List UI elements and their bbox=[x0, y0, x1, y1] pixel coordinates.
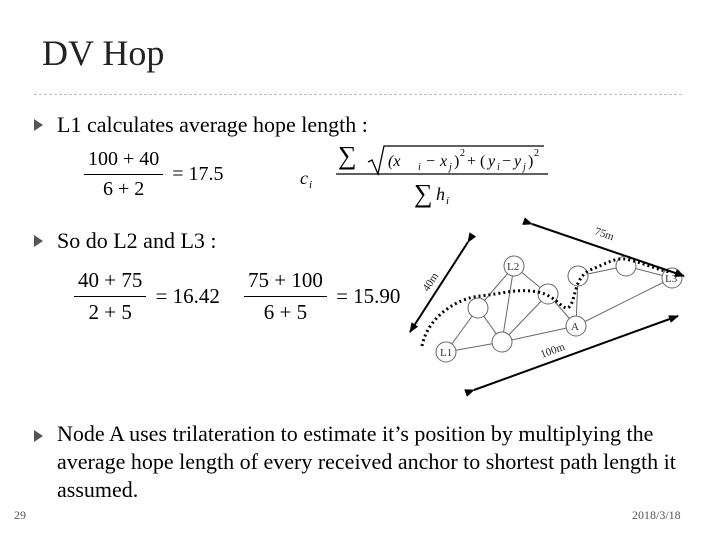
svg-text:i: i bbox=[418, 162, 421, 173]
svg-text:): ) bbox=[454, 153, 460, 170]
ci-sigma-bottom: ∑ bbox=[414, 179, 433, 208]
distance-label-100: 100m bbox=[538, 340, 567, 361]
svg-text:j: j bbox=[449, 162, 452, 173]
distance-arrow-40 bbox=[410, 242, 468, 332]
bullet-arrow-icon bbox=[34, 430, 43, 442]
fraction bbox=[244, 268, 327, 325]
denominator: 6 + 2 bbox=[103, 178, 145, 200]
formula-ci bbox=[296, 140, 556, 212]
ci-sigma-top: ∑ bbox=[338, 141, 357, 170]
distance-label-75: 75m bbox=[593, 225, 616, 244]
dv-hop-network-diagram bbox=[398, 206, 698, 406]
bullet-text: L1 calculates average hope length : bbox=[57, 112, 368, 137]
page-number: 29 bbox=[14, 508, 26, 522]
svg-text:y: y bbox=[488, 153, 496, 170]
bullet-arrow-icon bbox=[34, 235, 43, 247]
svg-text:i: i bbox=[446, 195, 450, 207]
formula-l1 bbox=[84, 148, 224, 201]
ci-lhs: c bbox=[300, 168, 308, 188]
label-l3: L3 bbox=[665, 273, 678, 285]
label-l1: L1 bbox=[440, 347, 453, 359]
svg-text:i: i bbox=[497, 162, 500, 173]
formula-l2 bbox=[74, 268, 220, 325]
slide-date: 2018/3/18 bbox=[632, 508, 681, 522]
node bbox=[492, 332, 512, 352]
svg-text:y: y bbox=[514, 153, 522, 170]
bullet-text: So do L2 and L3 : bbox=[57, 228, 217, 253]
ci-denominator-expr: h bbox=[436, 184, 445, 204]
svg-text:x: x bbox=[440, 153, 448, 170]
slide-title: DV Hop bbox=[42, 33, 165, 73]
fraction bbox=[84, 148, 163, 201]
label-l2: L2 bbox=[507, 261, 520, 273]
denominator: 2 + 5 bbox=[88, 300, 132, 324]
label-a: A bbox=[571, 321, 579, 333]
ci-lhs-sub: i bbox=[309, 179, 313, 191]
bullet-l1 bbox=[34, 112, 368, 138]
ci-numerator-expr: (x bbox=[388, 153, 401, 170]
bullet-l2-l3 bbox=[34, 228, 217, 254]
svg-text:−: − bbox=[426, 153, 436, 170]
svg-text:j: j bbox=[523, 162, 526, 173]
distance-label-40: 40m bbox=[420, 270, 442, 294]
svg-text:): ) bbox=[528, 153, 534, 170]
svg-text:2: 2 bbox=[534, 148, 539, 159]
svg-text:+ (: + ( bbox=[467, 153, 486, 170]
denominator: 6 + 5 bbox=[263, 300, 308, 324]
result: = 17.5 bbox=[172, 163, 224, 185]
result: = 15.90 bbox=[336, 284, 401, 308]
bullet-arrow-icon bbox=[34, 119, 43, 131]
formula-l3 bbox=[244, 268, 400, 325]
svg-text:2: 2 bbox=[460, 148, 465, 159]
bullet-node-a bbox=[34, 420, 684, 504]
title-divider bbox=[34, 94, 682, 95]
fraction bbox=[74, 268, 146, 325]
result: = 16.42 bbox=[155, 284, 220, 308]
numerator: 100 + 40 bbox=[84, 148, 163, 175]
node bbox=[468, 298, 488, 318]
svg-text:−: − bbox=[502, 153, 512, 170]
numerator: 75 + 100 bbox=[244, 268, 327, 297]
numerator: 40 + 75 bbox=[74, 268, 146, 297]
node bbox=[538, 284, 558, 304]
bullet-text: Node A uses trilateration to estimate it’s position by multiplying the average hope length of every received anchor to shortest path length it assumed. bbox=[57, 421, 676, 502]
